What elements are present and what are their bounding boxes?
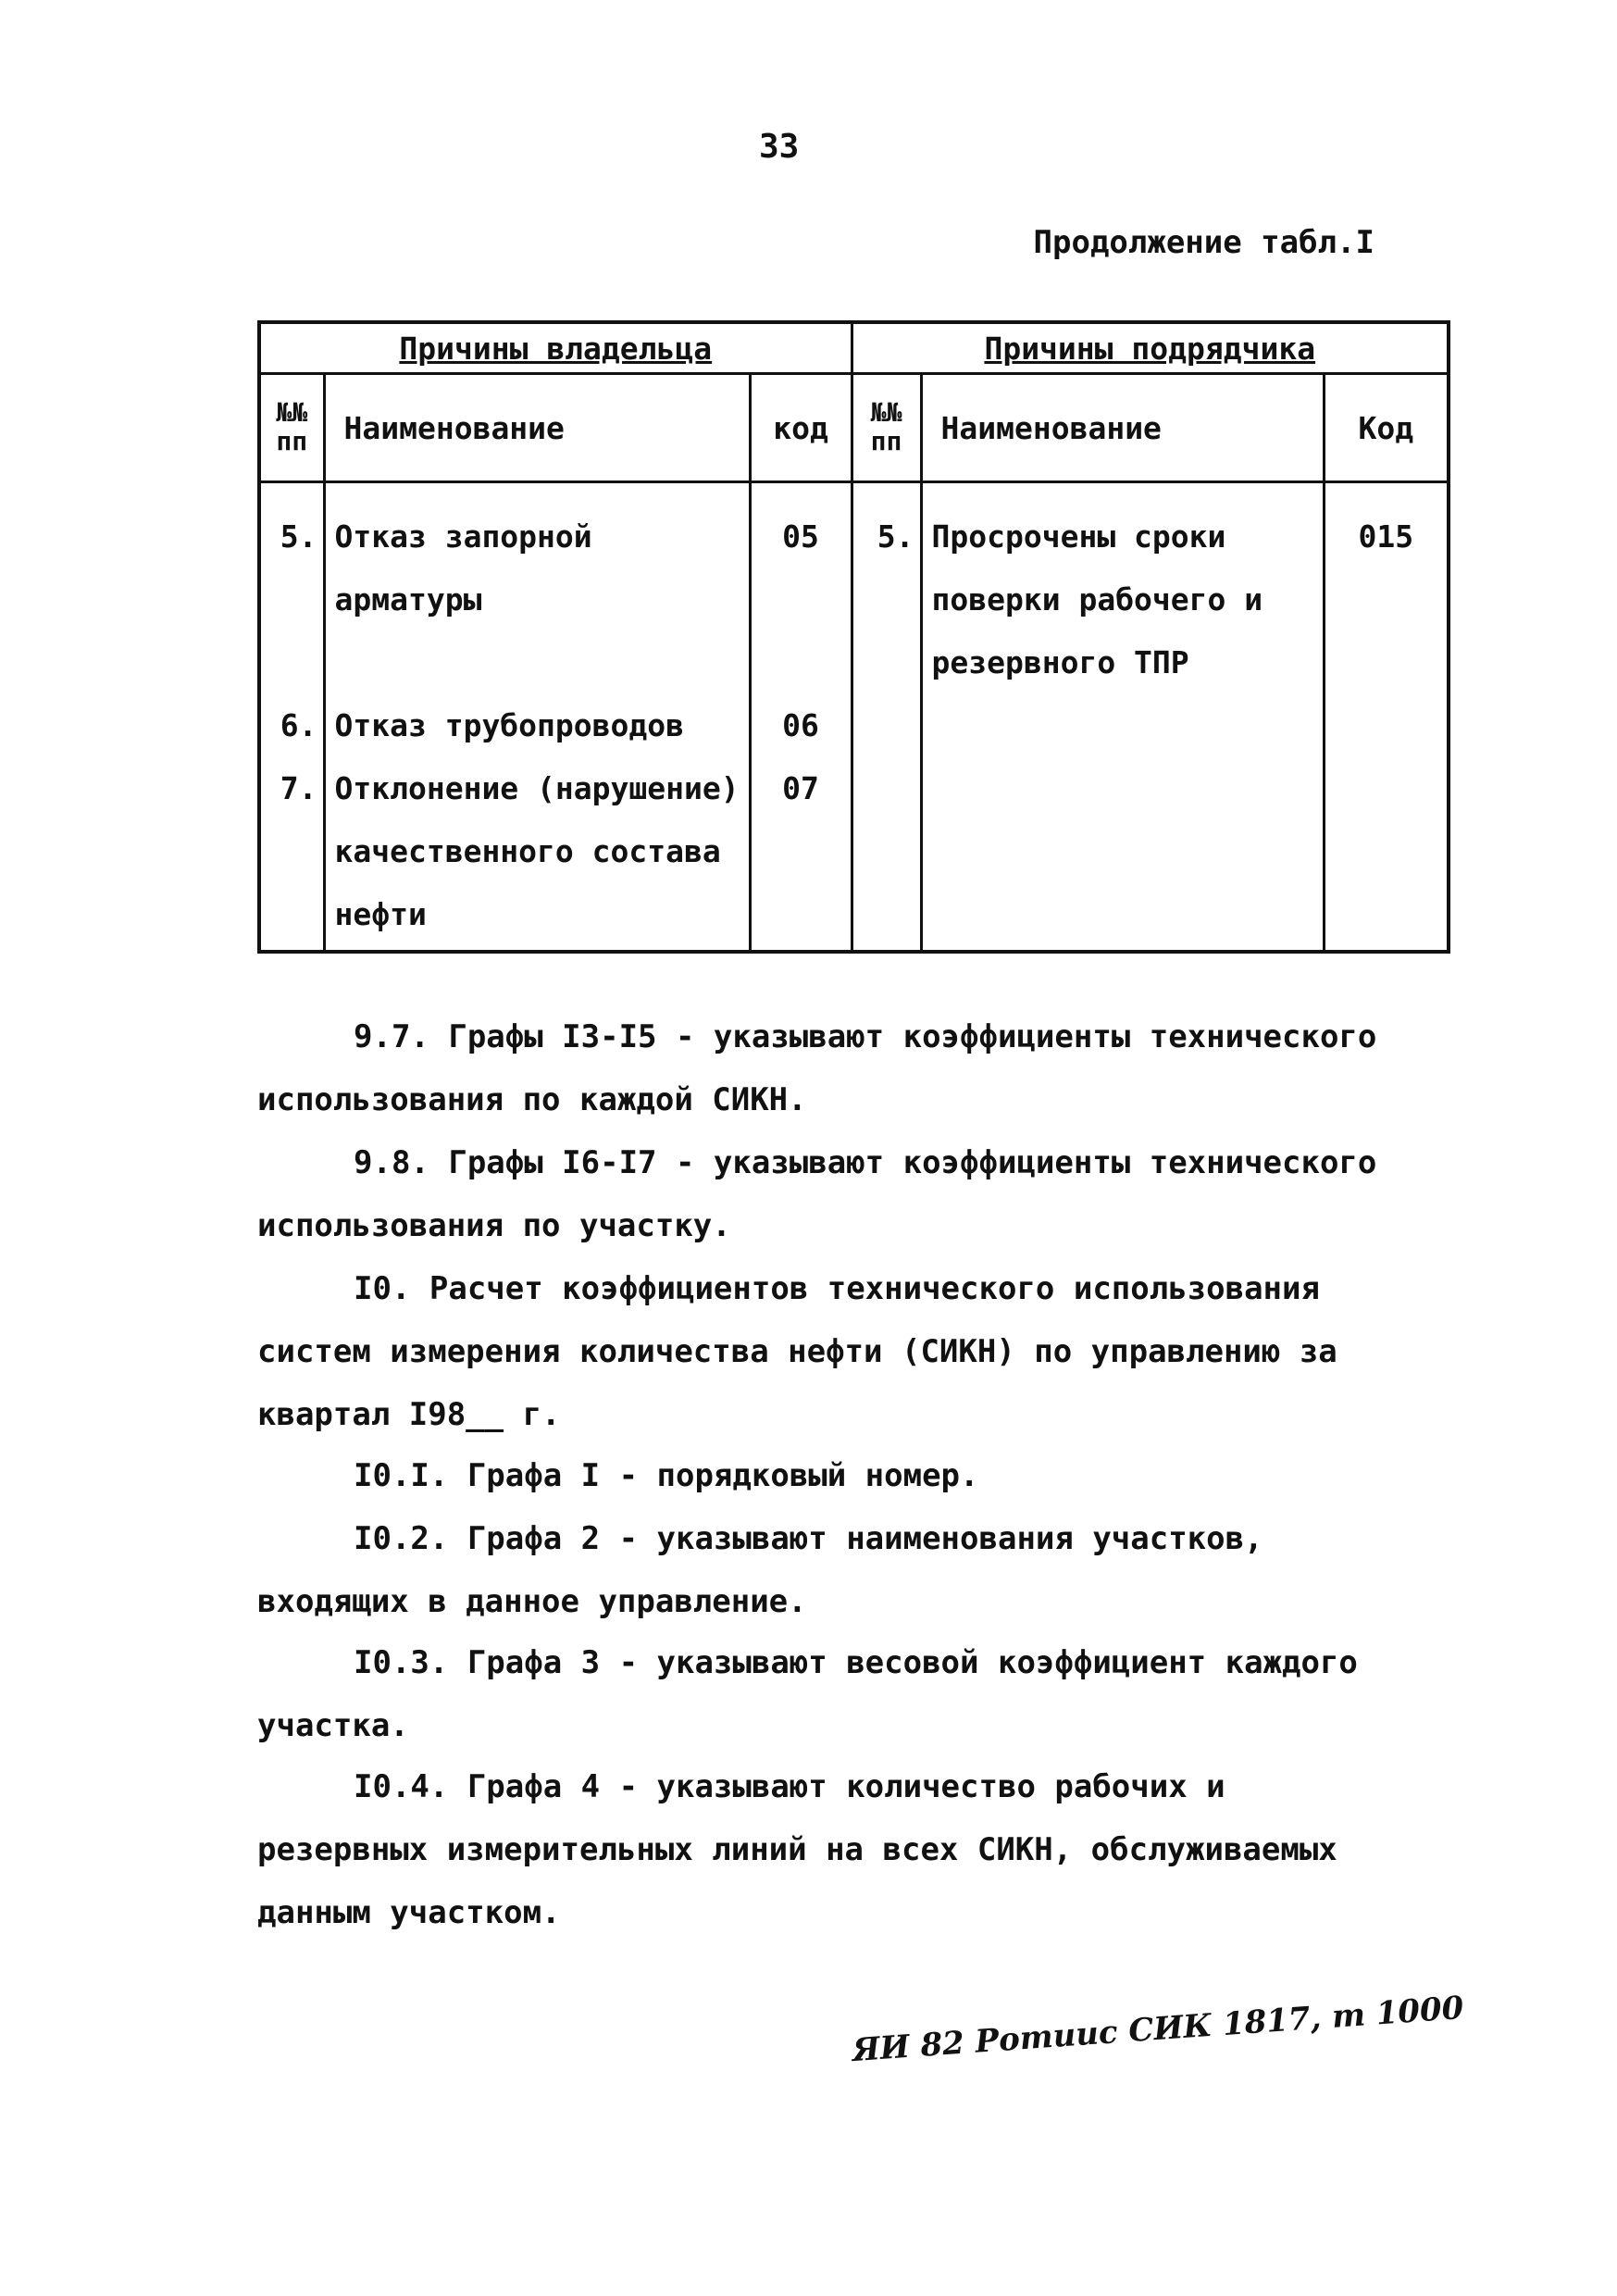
paragraph-9-8: 9.8. Графы I6-I7 - указывают коэффициенты технического использования по участку. bbox=[257, 1144, 1377, 1244]
contractor-code-cell bbox=[1324, 482, 1449, 953]
table-row-code: 05 bbox=[782, 518, 819, 555]
contractor-num-header: №№ пп bbox=[852, 374, 921, 482]
paragraph-10: I0. Расчет коэффициентов технического использования систем измерения количества нефти (СИКН) по управлению за квартал I98__ г. bbox=[257, 1270, 1337, 1433]
owner-num-header: №№ пп bbox=[259, 374, 324, 482]
handwritten-archive-stamp: ЯИ 82 Ротиис СИК 1817, т 1000 bbox=[851, 1989, 1465, 2070]
owner-causes-header: Причины владельца bbox=[259, 322, 852, 374]
contractor-code-header: Код bbox=[1324, 374, 1449, 482]
table-row-code: 07 bbox=[782, 770, 819, 806]
paragraph-10-3: I0.3. Графа 3 - указывают весовой коэффициент каждого участка. bbox=[257, 1644, 1358, 1744]
table-row-name: Отказ запорной арматуры bbox=[334, 518, 592, 618]
contractor-num-cell bbox=[852, 482, 921, 953]
owner-name-header: Наименование bbox=[324, 374, 750, 482]
table-caption: Продолжение табл.I bbox=[1033, 224, 1374, 261]
owner-name-cell bbox=[324, 482, 750, 953]
paragraph-9-7: 9.7. Графы I3-I5 - указывают коэффициенты технического использования по каждой СИКН. bbox=[257, 1018, 1377, 1118]
paragraph-10-4: I0.4. Графа 4 - указывают количество рабочих и резервных измерительных линий на всех СИКН, обслуживаемых данным участком. bbox=[257, 1768, 1337, 1931]
contractor-name-cell bbox=[921, 482, 1324, 953]
paragraph-10-2: I0.2. Графа 2 - указывают наименования участков, входящих в данное управление. bbox=[257, 1520, 1263, 1620]
owner-code-cell bbox=[750, 482, 852, 953]
table-row-num: 5. bbox=[280, 518, 317, 555]
table-row-code: 015 bbox=[1358, 518, 1414, 555]
paragraph-10-1: I0.I. Графа I - порядковый номер. bbox=[354, 1457, 979, 1494]
causes-table bbox=[257, 320, 1450, 954]
owner-code-header: код bbox=[750, 374, 852, 482]
owner-num-cell bbox=[259, 482, 324, 953]
contractor-name-header: Наименование bbox=[921, 374, 1324, 482]
page-number: 33 bbox=[759, 128, 800, 166]
table-row-name: Отклонение (нарушение) качественного состава нефти bbox=[334, 770, 740, 932]
contractor-causes-header: Причины подрядчика bbox=[852, 322, 1449, 374]
table-row-code: 06 bbox=[782, 707, 819, 743]
table-row-name: Просрочены сроки поверки рабочего и резервного ТПР bbox=[931, 518, 1263, 680]
table-row-name: Отказ трубопроводов bbox=[334, 707, 684, 743]
table-row-num: 6. bbox=[280, 707, 317, 743]
table-row-num: 7. bbox=[280, 770, 317, 806]
table-row-num: 5. bbox=[877, 518, 914, 555]
